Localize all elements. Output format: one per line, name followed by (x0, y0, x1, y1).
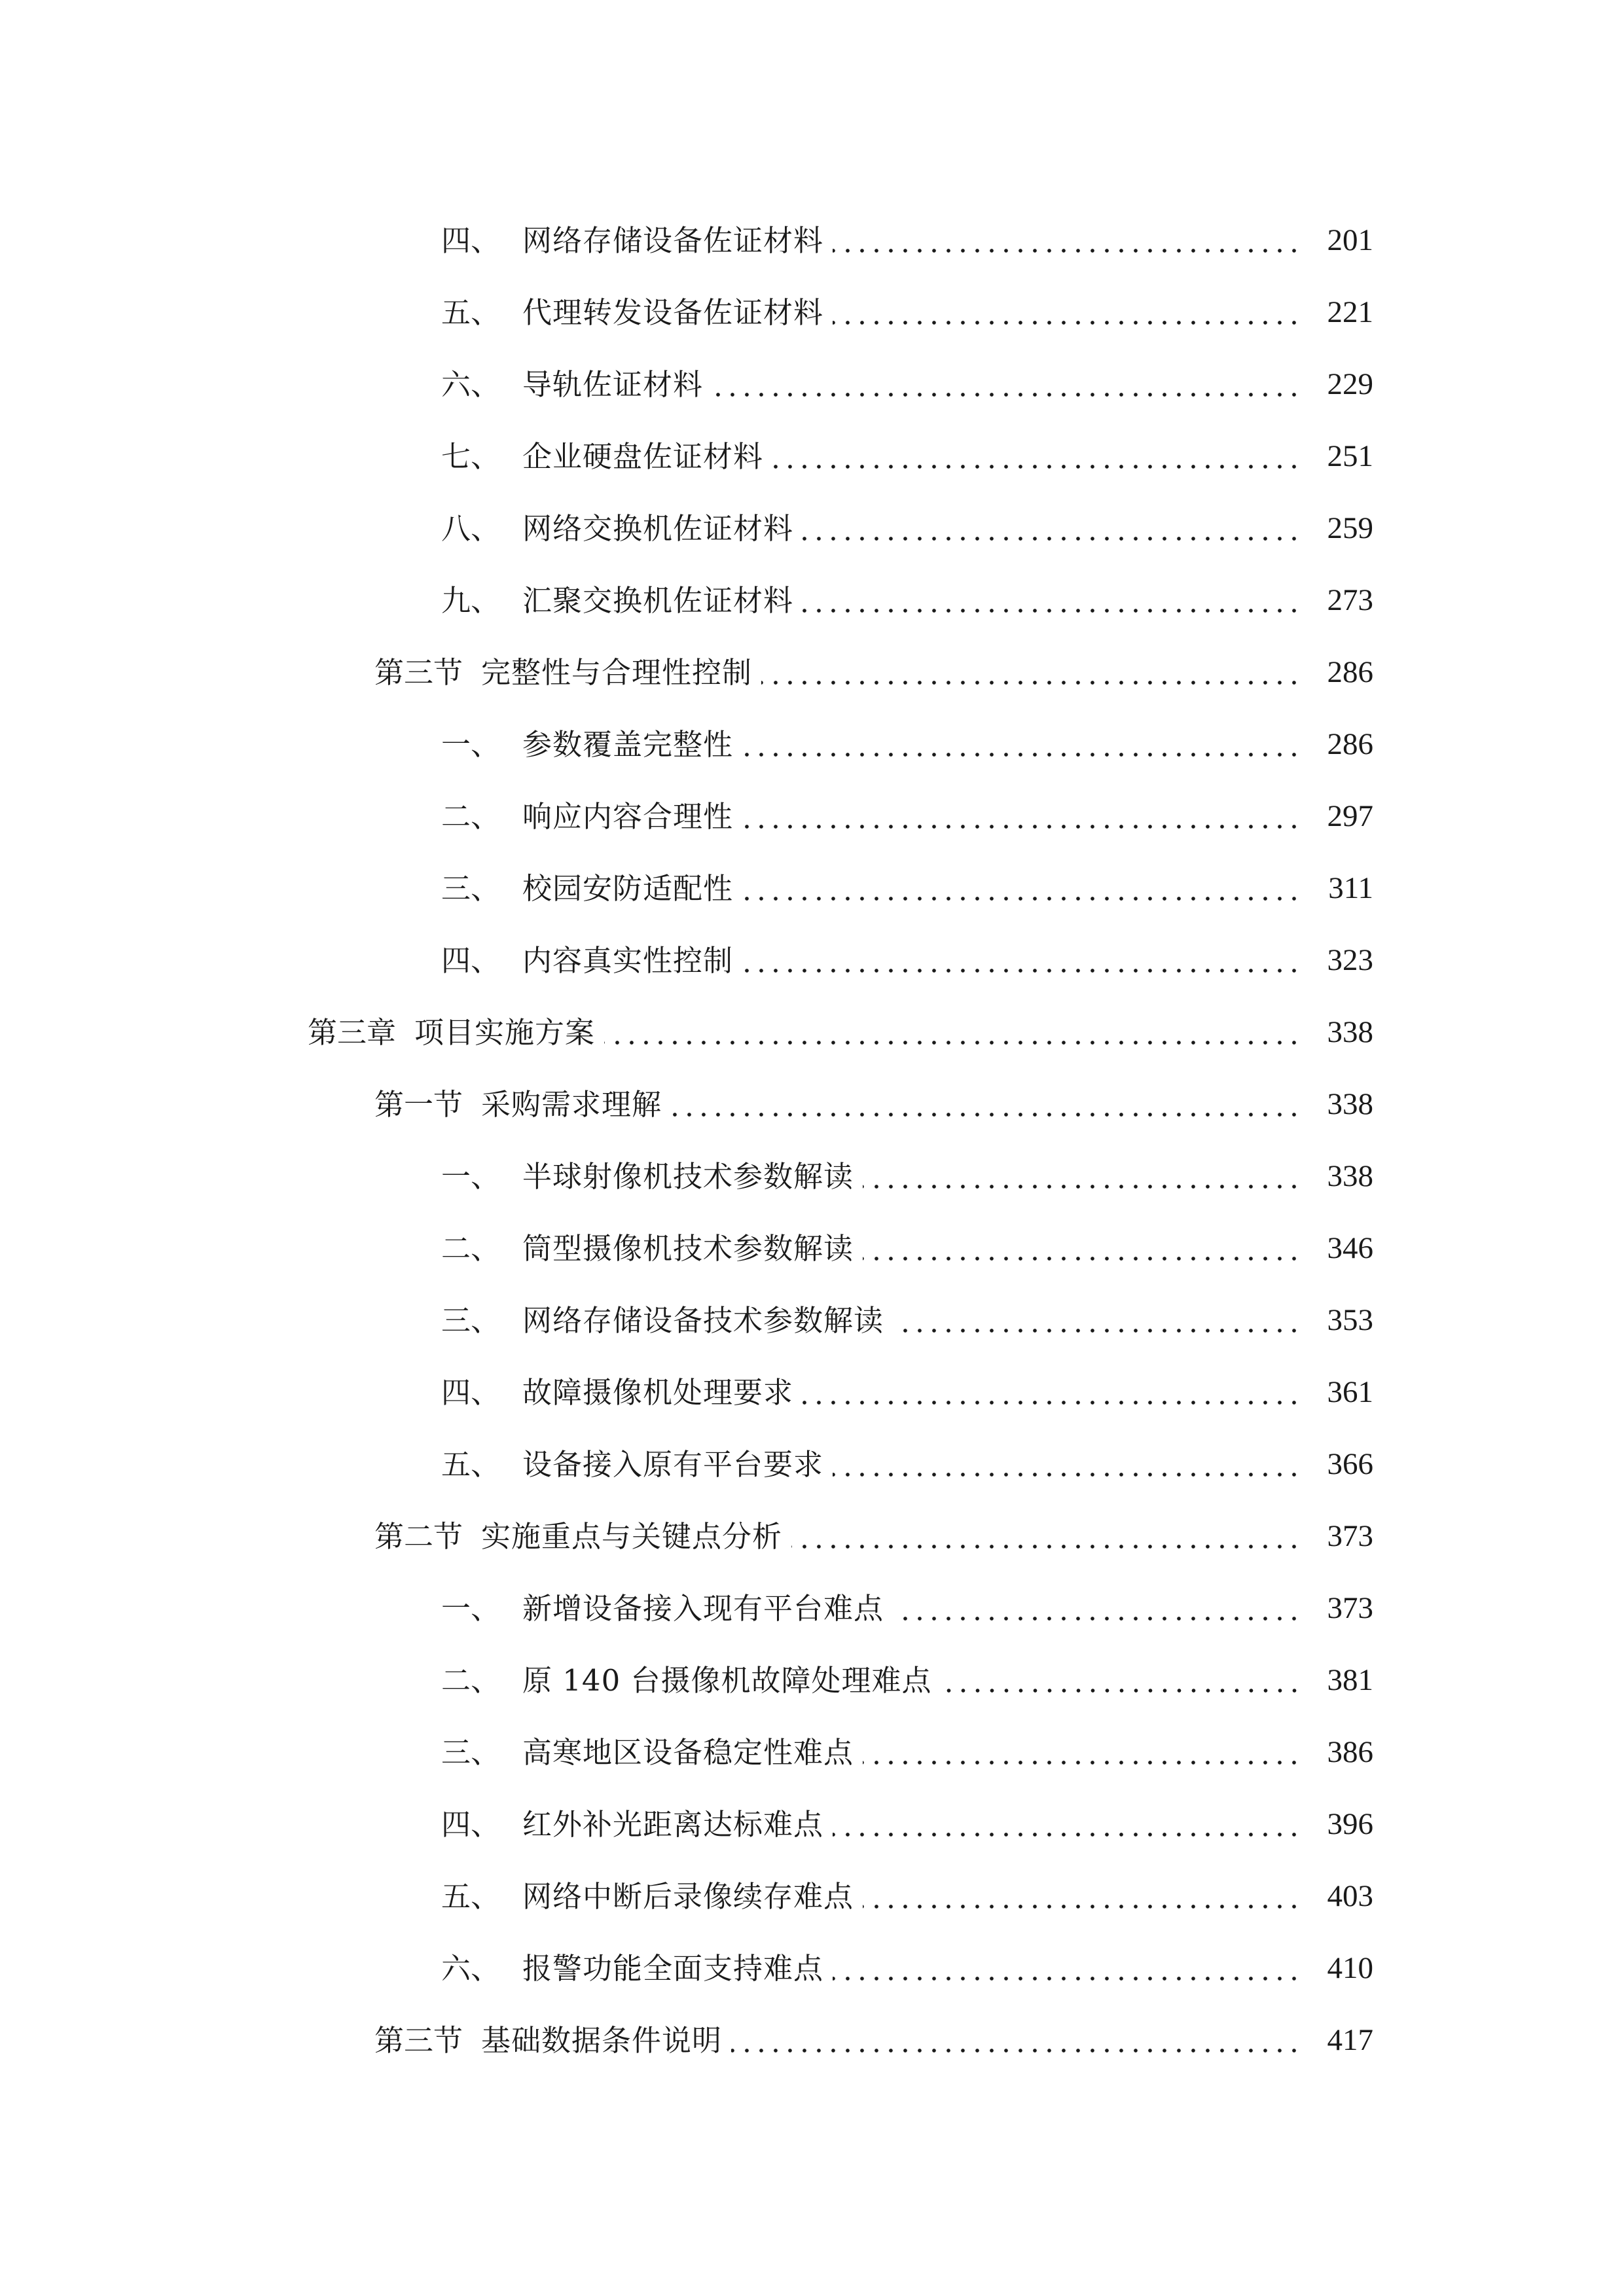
toc-entry[interactable] (0, 1284, 1624, 1356)
toc-entry-number: 第一节 (374, 1086, 463, 1122)
toc-entry-title: 参数覆盖完整性 (522, 726, 734, 762)
dot-leader (742, 730, 1301, 759)
toc-entry-number: 三、 (441, 1302, 501, 1338)
dot-leader (863, 1882, 1301, 1911)
toc-entry-page: 229 (1327, 367, 1373, 401)
dot-leader (742, 946, 1301, 975)
toc-entry-title: 报警功能全面支持难点 (522, 1950, 824, 1986)
toc-entry-title: 网络存储设备技术参数解读 (522, 1302, 884, 1338)
toc-entry[interactable] (0, 1572, 1624, 1644)
toc-section-entry[interactable] (0, 1068, 1624, 1140)
toc-entry-title: 采购需求理解 (481, 1086, 662, 1122)
toc-entry-number: 四、 (441, 223, 501, 258)
toc-entry-number: 一、 (441, 1158, 501, 1194)
toc-entry-page: 286 (1327, 655, 1373, 689)
dot-leader (742, 874, 1301, 903)
toc-section-entry[interactable] (0, 636, 1624, 708)
dot-leader (863, 1162, 1301, 1191)
toc-entry[interactable] (0, 924, 1624, 996)
toc-entry-number: 九、 (441, 583, 501, 618)
toc-entry-page: 338 (1327, 1158, 1373, 1193)
toc-entry[interactable] (0, 1860, 1624, 1932)
dot-leader (772, 442, 1301, 471)
toc-entry-number: 五、 (441, 1446, 501, 1482)
dot-leader (731, 2026, 1301, 2055)
toc-entry-number: 五、 (441, 1878, 501, 1914)
toc-entry-page: 338 (1327, 1086, 1373, 1121)
table-of-contents (0, 204, 1624, 2076)
toc-entry-title: 基础数据条件说明 (481, 2022, 723, 2058)
toc-entry-number: 三、 (441, 1734, 501, 1770)
toc-entry[interactable] (0, 420, 1624, 492)
toc-entry-page: 403 (1327, 1878, 1373, 1913)
dot-leader (863, 1234, 1301, 1263)
toc-entry[interactable] (0, 1716, 1624, 1788)
toc-entry-number: 二、 (441, 1230, 501, 1266)
toc-entry-page: 410 (1327, 1950, 1373, 1985)
toc-entry[interactable] (0, 276, 1624, 348)
toc-entry[interactable] (0, 1428, 1624, 1500)
dot-leader (833, 226, 1301, 255)
dot-leader (671, 1090, 1301, 1119)
toc-entry-title: 校园安防适配性 (522, 870, 734, 906)
toc-entry-page: 273 (1327, 583, 1373, 617)
toc-entry-page: 297 (1327, 798, 1373, 833)
toc-entry-title: 新增设备接入现有平台难点 (522, 1590, 884, 1626)
toc-entry-number: 第三节 (374, 655, 463, 690)
dot-leader (833, 1954, 1301, 1983)
toc-entry-page: 346 (1327, 1230, 1373, 1265)
toc-entry-title: 项目实施方案 (414, 1014, 596, 1050)
dot-leader (833, 298, 1301, 327)
toc-entry-page: 361 (1327, 1374, 1373, 1409)
dot-leader (761, 658, 1301, 687)
toc-entry-title: 筒型摄像机技术参数解读 (522, 1230, 854, 1266)
toc-entry-page: 286 (1327, 726, 1373, 761)
toc-entry[interactable] (0, 852, 1624, 924)
dot-leader (893, 1594, 1301, 1623)
toc-entry-page: 338 (1327, 1014, 1373, 1049)
toc-entry-page: 201 (1327, 223, 1373, 257)
toc-entry[interactable] (0, 348, 1624, 420)
toc-entry[interactable] (0, 492, 1624, 564)
toc-entry-number: 第二节 (374, 1518, 463, 1554)
toc-entry-title: 高寒地区设备稳定性难点 (522, 1734, 854, 1770)
dot-leader (791, 1522, 1301, 1551)
toc-entry-number: 一、 (441, 1590, 501, 1626)
toc-entry-title: 响应内容合理性 (522, 798, 734, 834)
toc-entry-title: 导轨佐证材料 (522, 367, 704, 402)
toc-section-entry[interactable] (0, 2004, 1624, 2076)
toc-entry-page: 221 (1327, 295, 1373, 329)
dot-leader (941, 1666, 1301, 1695)
toc-entry-title: 代理转发设备佐证材料 (522, 295, 824, 330)
toc-entry-page: 366 (1327, 1446, 1373, 1481)
toc-entry-title: 半球射像机技术参数解读 (522, 1158, 854, 1194)
dot-leader (803, 514, 1301, 543)
toc-entry-number: 第三章 (308, 1014, 397, 1050)
toc-section-entry[interactable] (0, 1500, 1624, 1572)
dot-leader (742, 802, 1301, 831)
toc-entry-number: 三、 (441, 870, 501, 906)
toc-entry-page: 251 (1327, 439, 1373, 473)
toc-entry-title: 原 140 台摄像机故障处理难点 (522, 1662, 932, 1698)
toc-entry-title: 红外补光距离达标难点 (522, 1806, 824, 1842)
toc-entry[interactable] (0, 1932, 1624, 2004)
toc-entry-title: 故障摄像机处理要求 (522, 1374, 794, 1410)
toc-entry-number: 第三节 (374, 2022, 463, 2058)
toc-entry-title: 网络交换机佐证材料 (522, 511, 794, 546)
dot-leader (803, 586, 1301, 615)
toc-entry[interactable] (0, 708, 1624, 780)
toc-entry-title: 实施重点与关键点分析 (481, 1518, 783, 1554)
toc-entry-number: 一、 (441, 726, 501, 762)
toc-entry-title: 完整性与合理性控制 (481, 655, 753, 690)
toc-entry-page: 396 (1327, 1806, 1373, 1841)
dot-leader (604, 1018, 1301, 1047)
toc-entry-title: 网络中断后录像续存难点 (522, 1878, 854, 1914)
toc-entry[interactable] (0, 1356, 1624, 1428)
toc-entry-number: 四、 (441, 1806, 501, 1842)
dot-leader (833, 1450, 1301, 1479)
toc-entry[interactable] (0, 1140, 1624, 1212)
toc-entry-page: 353 (1327, 1302, 1373, 1337)
toc-entry-title: 设备接入原有平台要求 (522, 1446, 824, 1482)
toc-entry-page: 259 (1327, 511, 1373, 545)
toc-entry-page: 323 (1327, 942, 1373, 977)
toc-entry-page: 386 (1327, 1734, 1373, 1769)
toc-entry[interactable] (0, 1644, 1624, 1716)
toc-entry-title: 网络存储设备佐证材料 (522, 223, 824, 258)
dot-leader (863, 1738, 1301, 1767)
toc-chapter-entry[interactable] (0, 996, 1624, 1068)
toc-entry-title: 汇聚交换机佐证材料 (522, 583, 794, 618)
dot-leader (893, 1306, 1301, 1335)
toc-entry-page: 373 (1327, 1518, 1373, 1553)
toc-entry-number: 七、 (441, 439, 501, 474)
toc-entry-number: 六、 (441, 367, 501, 402)
toc-entry[interactable] (0, 1212, 1624, 1284)
toc-entry-page: 381 (1327, 1662, 1373, 1697)
dot-leader (803, 1378, 1301, 1407)
toc-entry[interactable] (0, 780, 1624, 852)
toc-entry-title: 内容真实性控制 (522, 942, 734, 978)
toc-entry-number: 二、 (441, 1662, 501, 1698)
toc-entry-number: 八、 (441, 511, 501, 546)
toc-entry-number: 五、 (441, 295, 501, 330)
toc-entry-number: 六、 (441, 1950, 501, 1986)
toc-entry-number: 四、 (441, 1374, 501, 1410)
toc-entry[interactable] (0, 564, 1624, 636)
toc-entry-page: 417 (1327, 2022, 1373, 2057)
toc-entry-page: 311 (1328, 870, 1373, 905)
toc-entry-number: 二、 (441, 798, 501, 834)
dot-leader (833, 1810, 1301, 1839)
toc-entry-number: 四、 (441, 942, 501, 978)
toc-entry[interactable] (0, 204, 1624, 276)
toc-entry-title: 企业硬盘佐证材料 (522, 439, 764, 474)
toc-entry[interactable] (0, 1788, 1624, 1860)
toc-entry-page: 373 (1327, 1590, 1373, 1625)
dot-leader (712, 370, 1301, 399)
